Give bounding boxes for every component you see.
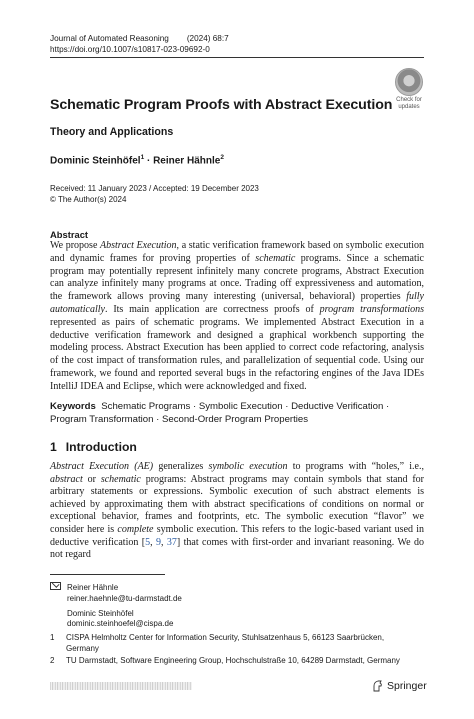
email-link[interactable]: reiner.haehnle@tu-darmstadt.de [67,593,182,603]
correspondence-block [50,582,182,630]
citation-link[interactable]: 37 [166,536,177,548]
header-rule [50,57,424,58]
abstract-body: We propose Abstract Execution, a static verification framework based on symbolic execution and dynamic frames for proving properties of schematic programs. Since a schematic program may potentially represent infinitely many concrete programs, Abstract Execution can analyze infinitely many programs at once. Trading off expressiveness and automation, the framework allows proving many interesting (universal, behavioral) properties fully automatically. Its main application are correctness proofs of program transformations represented as pairs of schematic programs. We implemented Abstract Execution in a deductive verification framework and designed a graphical workbench supporting the modeling process. Abstract Execution has been applied to correct code refactoring, analysis of the cost impact of transformation rules, and parallelization of sequential code. Using our framework, we found and reported several bugs in the refactoring engines of the Java IDEs IntelliJ IDEA and Eclipse, which were acknowledged and fixed. [50,240,424,392]
keywords-label: Keywords [50,401,96,412]
author-1-affil: 1 [140,154,145,161]
badge-line1: Check for [396,97,422,103]
citation-link[interactable]: 9 [156,536,162,548]
corresponding-author-1: Reiner Hähnle [67,583,119,592]
section-number: 1 [50,440,57,454]
corresponding-author-2: Dominic Steinhöfel [67,608,134,618]
content-barcode [50,682,192,690]
springer-horse-icon [372,680,383,692]
introduction-body: Abstract Execution (AE) generalizes symbolic execution to programs with “holes,” i.e., abstract or schematic programs: Abstract programs may contain symbols that stand for arbitrary statements or expressions. Symbolic execution of such abstract elements is achieved by approximating them with abstract specifications of conditions on normal or exceptional behavior, frames and footprints, etc. The symbolic execution “flavor” we consider here is complete symbolic execution. This refers to the logic-based variant used in deductive verification [5, 9, 37] that comes with first-order and invariant reasoning. We do not regard [50,461,424,561]
paper-title: Schematic Program Proofs with Abstract Execution [50,97,393,113]
citation-link[interactable]: 5 [145,536,151,548]
keywords [50,401,424,427]
author-list [50,154,224,166]
keywords-list: Schematic Programs · Symbolic Execution · Deductive Verification · Program Transformation · Second-Order Program Properties [50,401,390,425]
check-updates-icon [395,68,423,96]
envelope-icon [50,582,61,590]
author-1: Dominic Steinhöfel [50,155,141,167]
publisher-mark [372,680,427,692]
publisher-name: Springer [387,680,427,692]
abstract-heading: Abstract [50,229,89,240]
affiliation-1: 1 CISPA Helmholtz Center for Information Security, Stuhlsatzenhaus 5, 66123 Saarbrücken, Germany [50,633,385,653]
author-2: Reiner Hähnle [153,155,221,167]
affiliation-2: 2 TU Darmstadt, Software Engineering Group, Hochschulstraße 10, 64289 Darmstadt, Germany [50,656,400,665]
check-for-updates-badge[interactable] [392,68,426,110]
received-accepted: Received: 11 January 2023 / Accepted: 19 December 2023 [50,184,259,193]
badge-line2: updates [398,103,420,110]
doi-link[interactable]: https://doi.org/10.1007/s10817-023-09692-0 [50,45,210,54]
publication-dates [50,183,259,205]
section-heading-introduction [50,440,137,454]
journal-header [50,33,229,55]
author-separator: · [144,155,154,167]
author-2-affil: 2 [220,154,224,161]
footnote-rule [50,574,165,575]
journal-name: Journal of Automated Reasoning [50,34,169,43]
section-title: Introduction [65,440,137,454]
copyright: © The Author(s) 2024 [50,195,127,204]
journal-volume: (2024) 68:7 [186,34,229,43]
paper-subtitle: Theory and Applications [50,126,174,138]
email-link[interactable]: dominic.steinhoefel@cispa.de [67,619,174,629]
